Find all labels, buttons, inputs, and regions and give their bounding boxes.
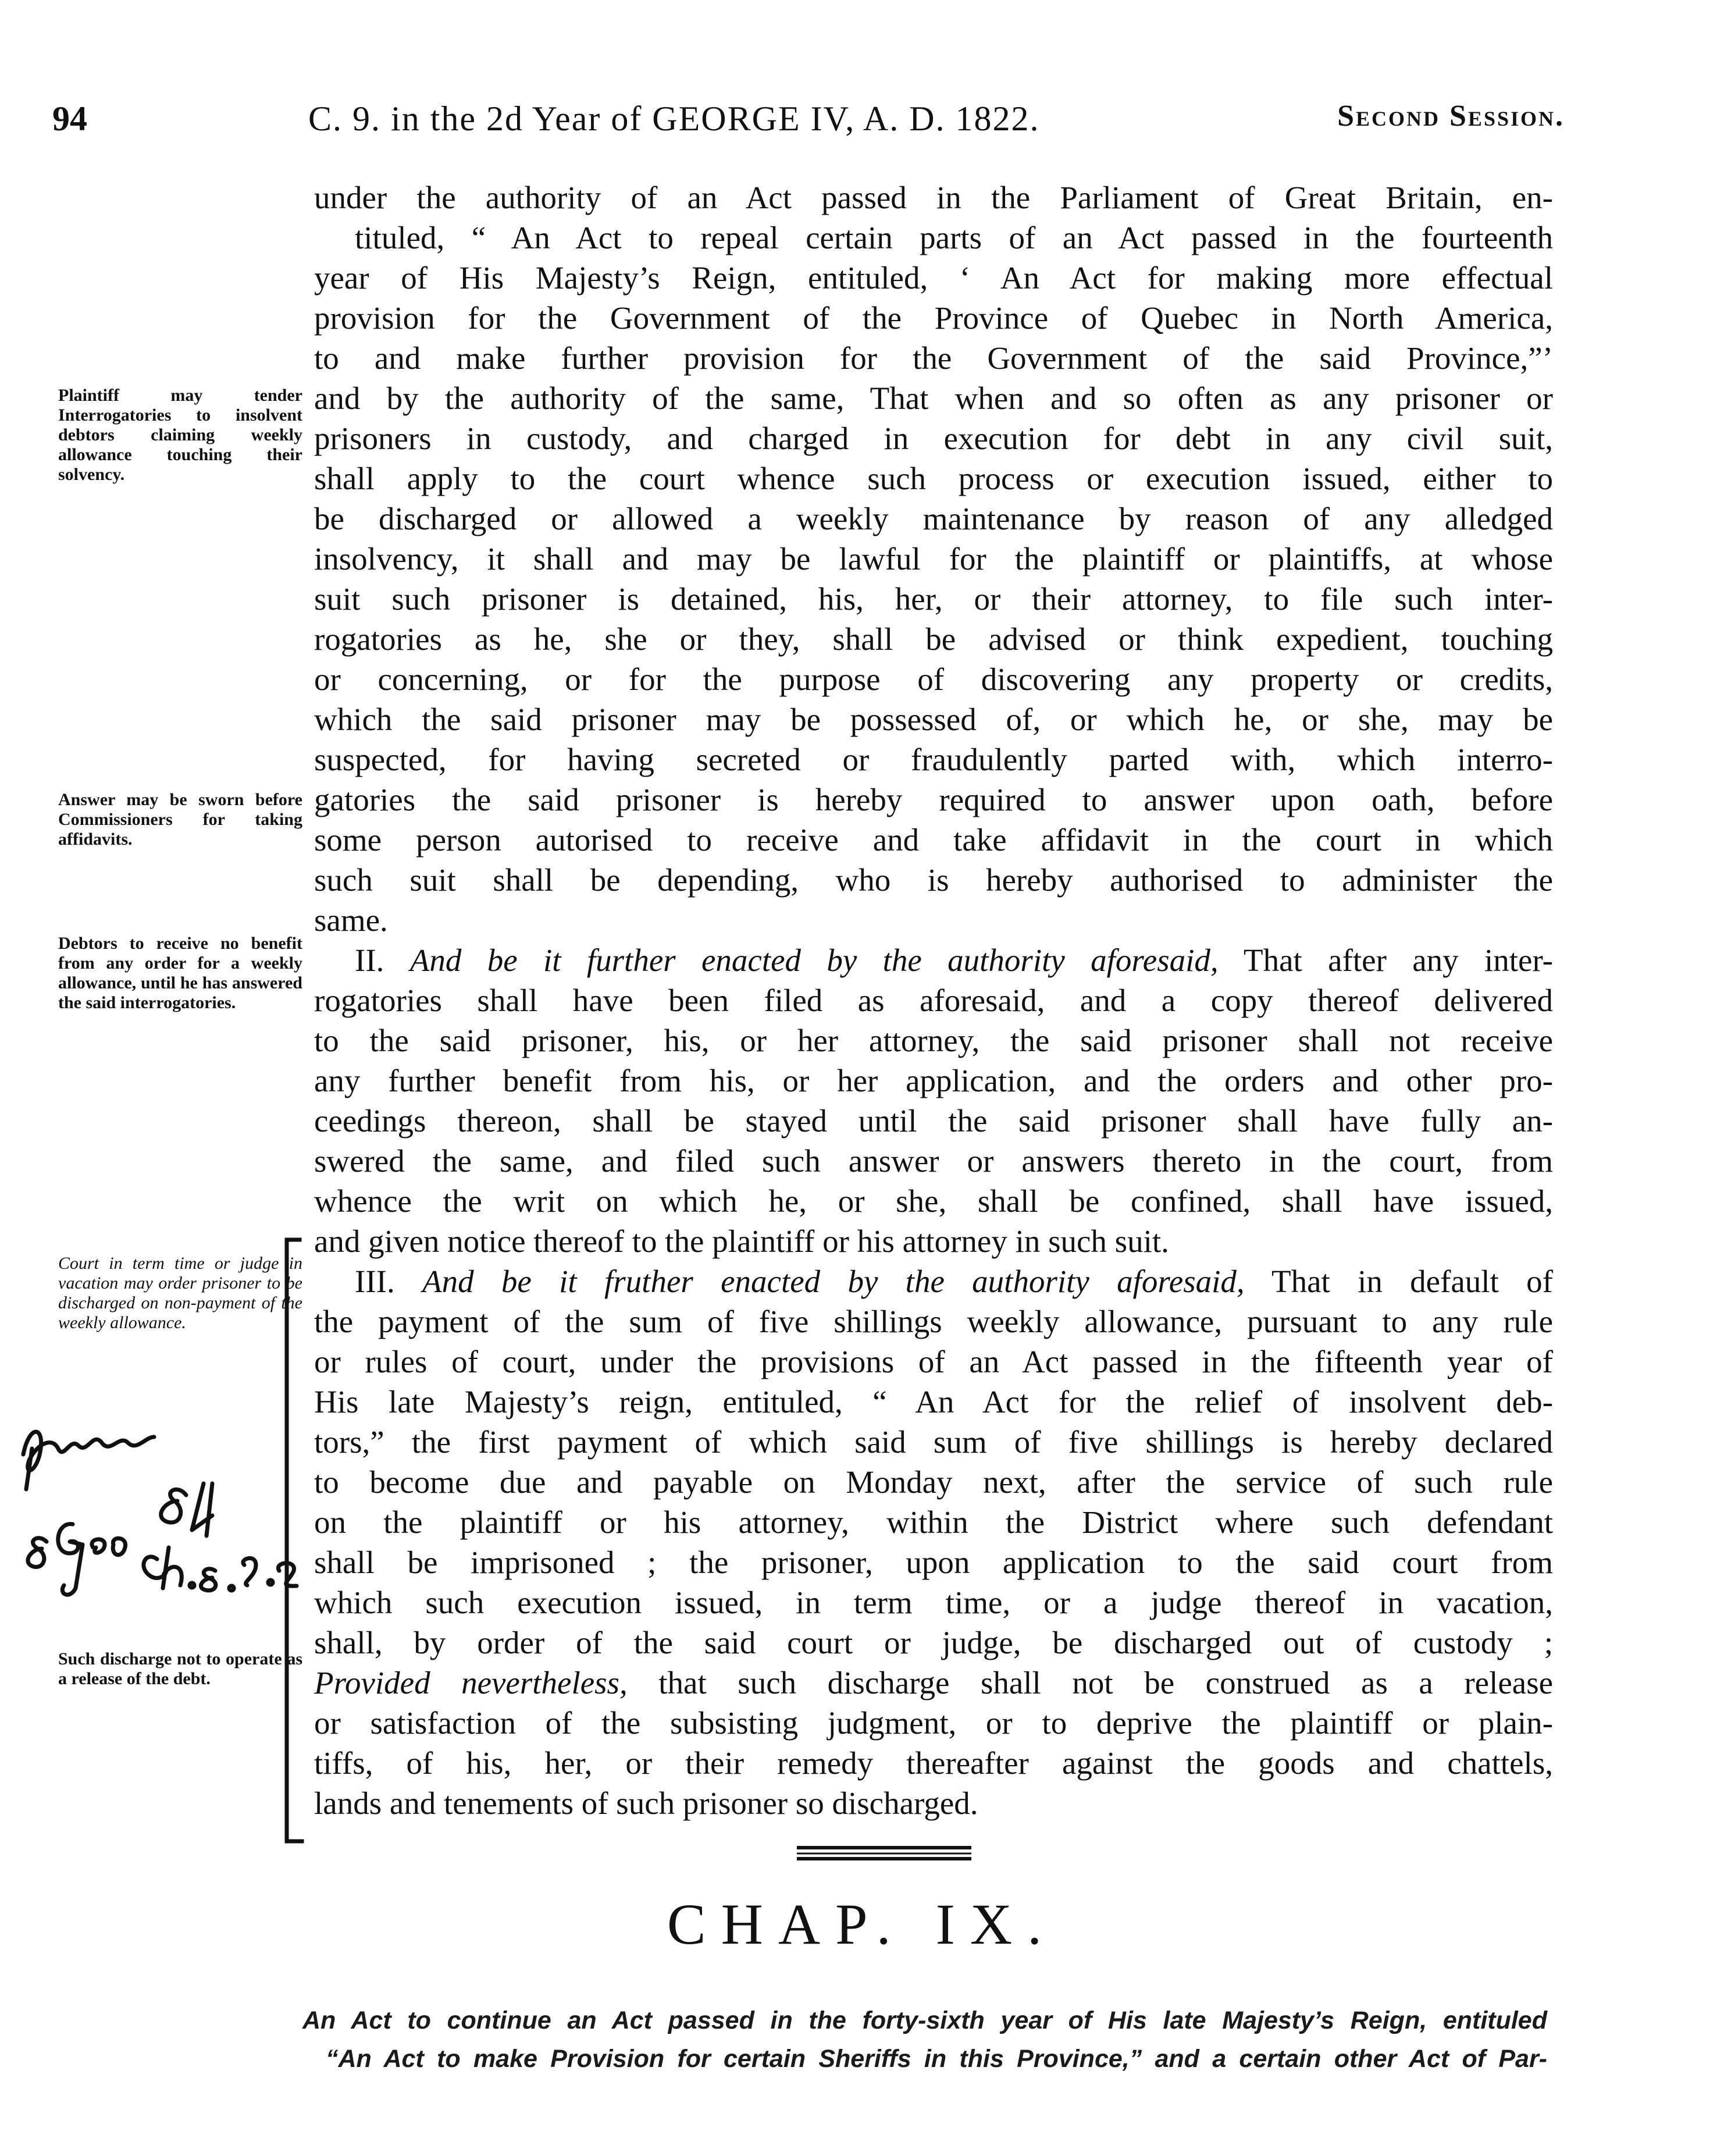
text-line: gatories the said prisoner is hereby required to answer upon oath, before [314, 782, 1553, 817]
text-line: tituled, “ An Act to repeal certain parts of an Act passed in the fourteenth [355, 220, 1553, 255]
text-line: the payment of the sum of five shillings weekly allowance, pursuant to any rule [314, 1304, 1553, 1339]
text-line: His late Majesty’s reign, entituled, “ An Act for the relief of insolvent deb- [314, 1384, 1553, 1419]
text-line: year of His Majesty’s Reign, entituled, ‘ An Act for making more effectual [314, 260, 1553, 296]
margin-note-court-discharge: Court in term time or judge in vacation may order prisoner to be discharged on non-payment of the weekly allowance. [58, 1254, 302, 1332]
text-line: under the authority of an Act passed in the Parliament of Great Britain, en- [314, 180, 1553, 215]
section-ii-first-line-rest: That after any inter- [1244, 942, 1553, 978]
text-line: rogatories shall have been filed as aforesaid, and a copy thereof delivered [314, 983, 1553, 1018]
text-line: such suit shall be depending, who is hereby authorised to administer the [314, 862, 1553, 898]
text-line: suit such prisoner is detained, his, her, or their attorney, to file such inter- [314, 581, 1553, 617]
section-iii-first-line-rest: That in default of [1271, 1264, 1553, 1299]
text-line: tors,” the first payment of which said sum of five shillings is hereby declared [314, 1424, 1553, 1460]
chapter-description-line: “An Act to make Provision for certain Sheriffs in this Province,” and a certain other Act of Par- [326, 2045, 1547, 2073]
proviso-first-line [314, 1663, 1553, 1703]
main-text [314, 177, 1553, 1823]
chapter-description-line: An Act to continue an Act passed in the forty-sixth year of His late Majesty’s Reign, entituled [302, 2006, 1547, 2034]
text-line: or concerning, or for the purpose of discovering any property or credits, [314, 661, 1553, 697]
text-line: shall, by order of the said court or judge, be discharged out of custody ; [314, 1625, 1553, 1660]
proviso-rest: that such discharge shall not be construed as a release [658, 1665, 1554, 1700]
section-bracket [282, 1236, 305, 1844]
section-ii-enacting-clause: And be it further enacted by the authority aforesaid, [409, 942, 1219, 978]
section-iii-first-line [314, 1261, 1553, 1301]
page-number: 94 [52, 99, 87, 138]
text-line: insolvency, it shall and may be lawful for the plaintiff or plaintiffs, at whose [314, 541, 1553, 577]
running-head-session: Second Session. [1337, 99, 1565, 133]
text-line: or satisfaction of the subsisting judgment, or to deprive the plaintiff or plain- [314, 1705, 1553, 1741]
text-line: which the said prisoner may be possessed of, or which he, or she, may be [314, 702, 1553, 737]
text-line: be discharged or allowed a weekly maintenance by reason of any alledged [314, 501, 1553, 536]
section-iii-numeral: III. [355, 1264, 395, 1299]
text-line: shall be imprisoned ; the prisoner, upon application to the said court from [314, 1545, 1553, 1580]
text-line: lands and tenements of such prisoner so discharged. [314, 1785, 978, 1821]
text-line: swered the same, and filed such answer or answers thereto in the court, from [314, 1143, 1553, 1179]
running-head [52, 99, 1565, 151]
text-line: same. [314, 902, 388, 938]
text-line: whence the writ on which he, or she, shall be confined, shall have issued, [314, 1183, 1553, 1219]
text-line: or rules of court, under the provisions of an Act passed in the fifteenth year of [314, 1344, 1553, 1379]
text-line: to become due and payable on Monday next, after the service of such rule [314, 1464, 1553, 1500]
text-line: provision for the Government of the Province of Quebec in North America, [314, 300, 1553, 336]
proviso-italic: Provided nevertheless, [314, 1665, 628, 1700]
margin-note-no-benefit: Debtors to receive no benefit from any order for a weekly allowance, until he has answered the said interrogatories. [58, 934, 302, 1012]
section-divider-rule [797, 1844, 971, 1862]
text-line: on the plaintiff or his attorney, within the District where such defendant [314, 1504, 1553, 1540]
text-line: any further benefit from his, or her application, and the orders and other pro- [314, 1063, 1553, 1098]
text-line: tiffs, of his, her, or their remedy thereafter against the goods and chattels, [314, 1745, 1553, 1781]
text-line: some person autorised to receive and take affidavit in the court in which [314, 822, 1553, 858]
section-ii-first-line [314, 940, 1553, 980]
margin-note-not-release: Such discharge not to operate as a release of the debt. [58, 1649, 302, 1688]
text-line: prisoners in custody, and charged in execution for debt in any civil suit, [314, 421, 1553, 456]
handwritten-annotation [12, 1414, 314, 1623]
text-line: which such execution issued, in term time, or a judge thereof in vacation, [314, 1585, 1553, 1620]
chapter-description [302, 2001, 1547, 2078]
margin-note-interrogatories: Plaintiff may tender Interrogatories to insolvent debtors claiming weekly allowance touching their solvency. [58, 386, 302, 484]
text-line: and by the authority of the same, That when and so often as any prisoner or [314, 380, 1553, 416]
text-line: to and make further provision for the Government of the said Province,”’ [314, 340, 1553, 376]
text-line: to the said prisoner, his, or her attorney, the said prisoner shall not receive [314, 1023, 1553, 1058]
section-ii-numeral: II. [355, 942, 384, 978]
chapter-heading: CHAP. IX. [667, 1892, 1057, 1956]
text-line: and given notice thereof to the plaintiff or his attorney in such suit. [314, 1223, 1169, 1259]
running-head-title: C. 9. in the 2d Year of GEORGE IV, A. D. 1822. [308, 99, 1040, 138]
margin-note-answer-sworn: Answer may be sworn before Commissioners for taking affidavits. [58, 790, 302, 849]
text-line: rogatories as he, she or they, shall be advised or think expedient, touching [314, 621, 1553, 657]
text-line: shall apply to the court whence such process or execution issued, either to [314, 461, 1553, 496]
text-line: suspected, for having secreted or fraudulently parted with, which interro- [314, 742, 1553, 777]
section-iii-enacting-clause: And be it fruther enacted by the authority aforesaid, [422, 1264, 1245, 1299]
text-line: ceedings thereon, shall be stayed until the said prisoner shall have fully an- [314, 1103, 1553, 1139]
